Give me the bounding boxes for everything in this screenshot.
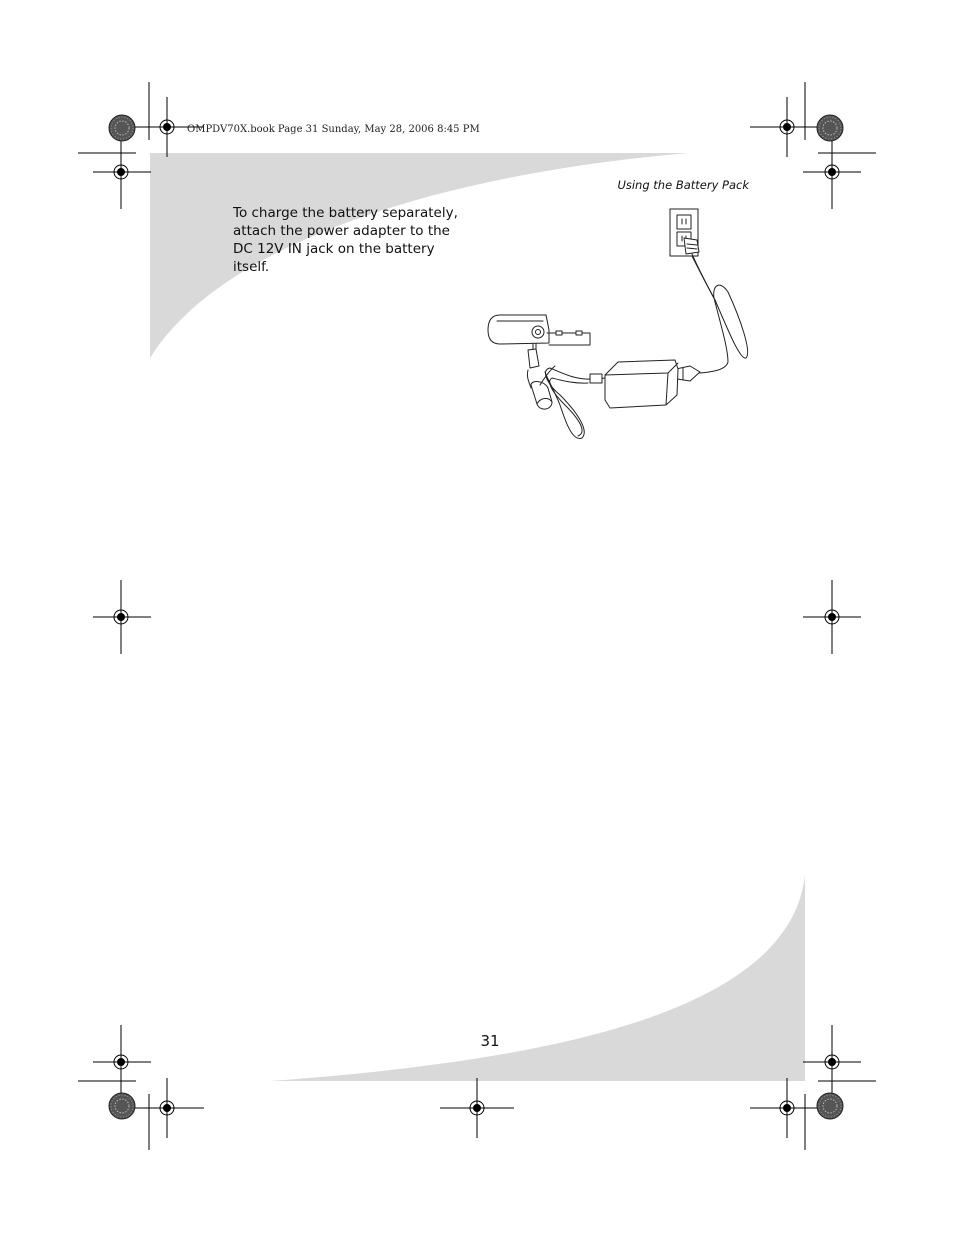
instruction-text: To charge the battery separately, attach the power adapter to the DC 12V IN jack on the battery itself. — [233, 205, 458, 275]
ac-connector-icon — [676, 366, 700, 381]
battery-pack-icon — [488, 315, 590, 345]
power-adapter-icon — [605, 360, 678, 408]
print-slug: OMPDV70X.book Page 31 Sunday, May 28, 2006 8:45 PM — [187, 124, 480, 135]
dc-cable — [527, 366, 605, 438]
page-number: 31 — [480, 1032, 500, 1050]
wall-plug-icon — [684, 238, 699, 254]
running-header: Using the Battery Pack — [617, 178, 749, 192]
